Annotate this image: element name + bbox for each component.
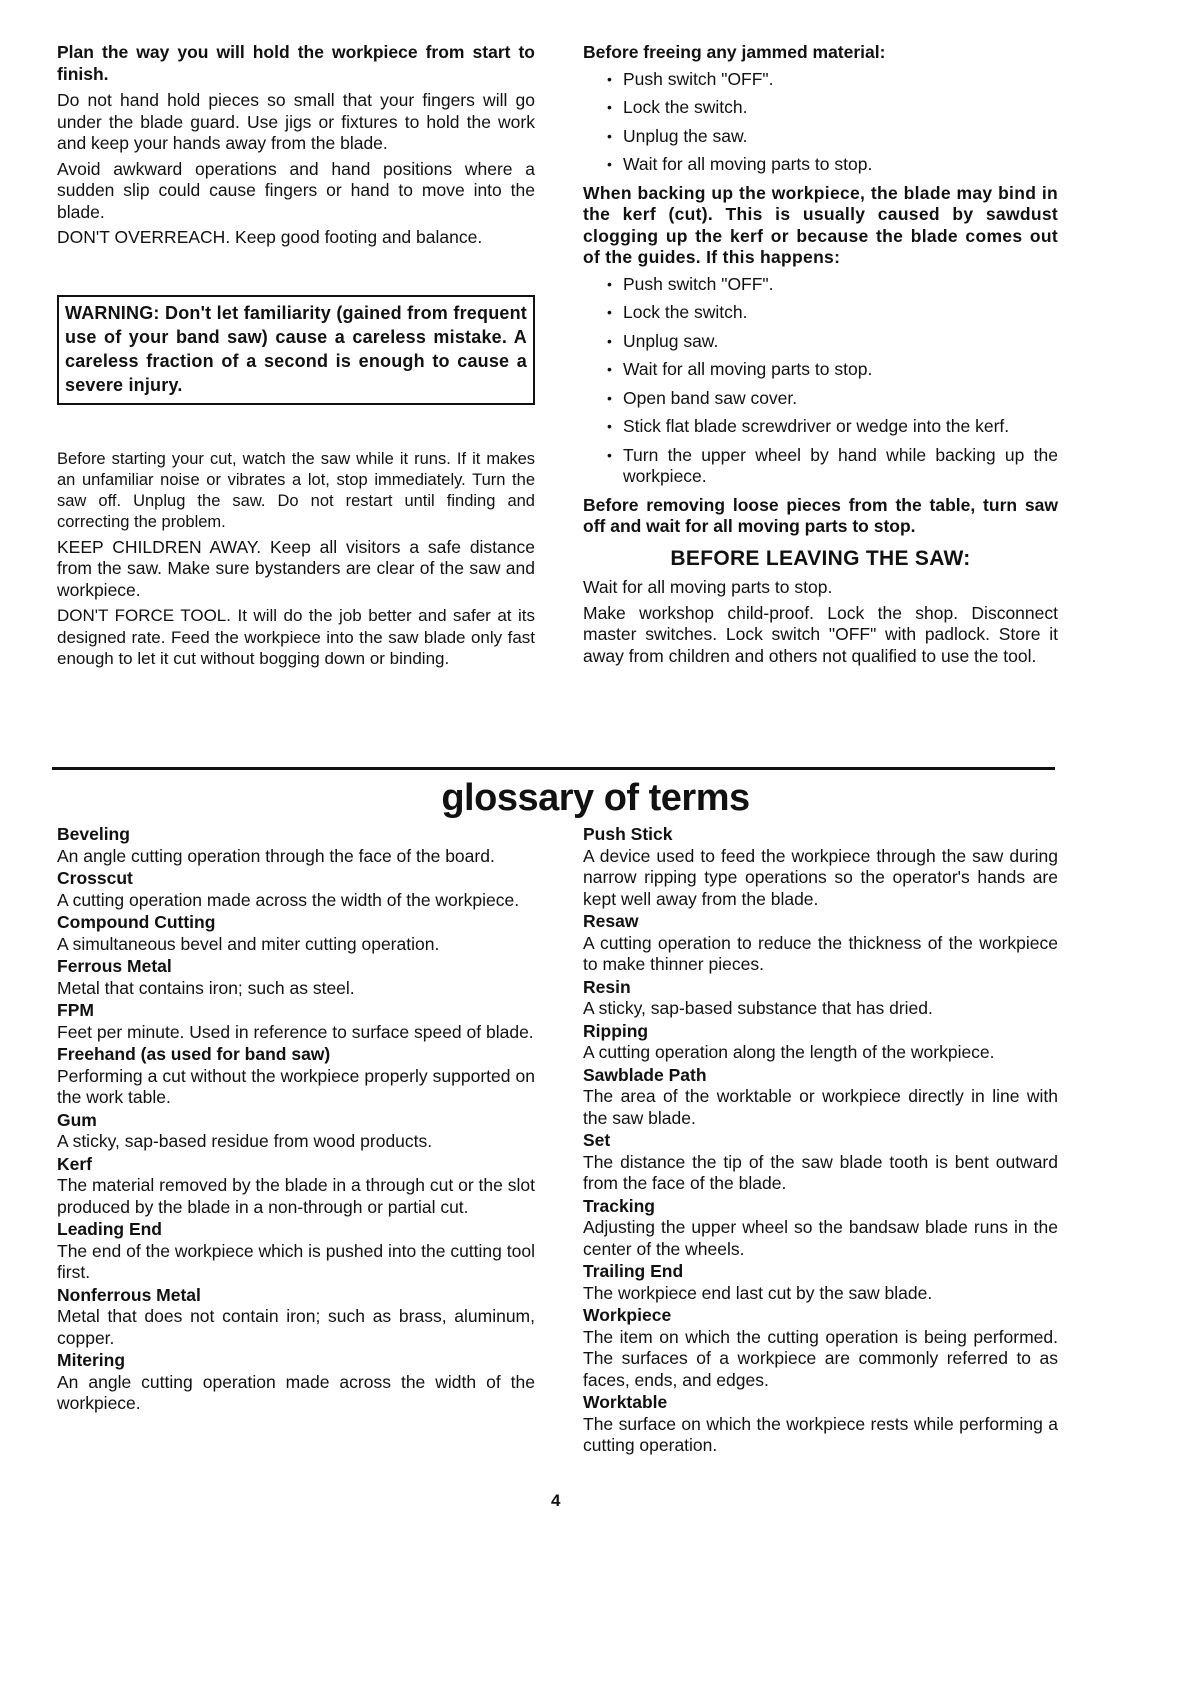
glossary-definition: A simultaneous bevel and miter cutting operation. [57, 933, 440, 954]
glossary-right-column [583, 823, 1058, 1458]
glossary-definition: A cutting operation to reduce the thickness of the workpiece to make thinner pieces. [583, 932, 1058, 974]
warning-box: WARNING: Don't let familiarity (gained from frequent use of your band saw) cause a careless mistake. A careless fraction of a second is enough to cause a severe injury. [57, 295, 535, 405]
glossary-definition: The area of the worktable or workpiece directly in line with the saw blade. [583, 1086, 1058, 1128]
backing-heading: When backing up the workpiece, the blade may bind in the kerf (cut). This is usually caused by sawdust clogging up the kerf or because the blade comes out of the guides. If this happens: [583, 182, 1058, 267]
glossary-definition: The surface on which the workpiece rests while performing a cutting operation. [583, 1413, 1058, 1455]
glossary-term: Gum [57, 1109, 97, 1130]
glossary-definition: Adjusting the upper wheel so the bandsaw blade runs in the center of the wheels. [583, 1217, 1058, 1259]
glossary-term: Compound Cutting [57, 912, 216, 932]
list-item: • Open band saw cover. [583, 388, 1058, 410]
glossary-term: Trailing End [583, 1261, 684, 1281]
loose-pieces-heading: Before removing loose pieces from the table, turn saw off and wait for all moving parts to stop. [583, 494, 1058, 536]
glossary-definition: A cutting operation along the length of the workpiece. [583, 1042, 995, 1062]
glossary-definition: The workpiece end last cut by the saw blade. [583, 1282, 933, 1303]
glossary-title: glossary of terms [441, 777, 750, 819]
glossary-term: Leading End [57, 1219, 162, 1239]
glossary-term: Freehand (as used for band saw) [57, 1044, 331, 1064]
glossary-term: Worktable [583, 1392, 668, 1412]
list-item: • Lock the switch. [583, 302, 1058, 324]
glossary-definition: A sticky, sap-based residue from wood products. [57, 1131, 433, 1151]
page-number: 4 [551, 1491, 561, 1510]
list-item: • Wait for all moving parts to stop. [583, 359, 1058, 381]
glossary-left-column [57, 823, 535, 1416]
glossary-definition: Feet per minute. Used in reference to surface speed of blade. [57, 1021, 534, 1042]
glossary-term: Crosscut [57, 868, 133, 888]
list-item: • Push switch "OFF". [583, 274, 1058, 296]
paragraph-wait: Wait for all moving parts to stop. [583, 577, 833, 597]
glossary-definition: Performing a cut without the workpiece properly supported on the work table. [57, 1065, 535, 1107]
glossary-definition: An angle cutting operation through the face of the board. [57, 845, 495, 866]
list-item: • Unplug saw. [583, 331, 1058, 353]
paragraph-hand-hold: Do not hand hold pieces so small that your fingers will go under the blade guard. Use jigs or fixtures to hold the work and keep your hands away from the blade. [57, 90, 535, 153]
section-divider [52, 767, 1055, 770]
jammed-heading: Before freeing any jammed material: [583, 42, 886, 62]
glossary-term: Ripping [583, 1020, 649, 1041]
safety-left-column [57, 42, 535, 674]
glossary-term: Kerf [57, 1153, 93, 1174]
glossary-definition: A sticky, sap-based substance that has dried. [583, 998, 933, 1018]
glossary-term: Nonferrous Metal [57, 1284, 201, 1305]
glossary-definition: Metal that does not contain iron; such as brass, aluminum, copper. [57, 1306, 535, 1348]
glossary-definition: A cutting operation made across the width of the workpiece. [57, 889, 520, 910]
glossary-term: Ferrous Metal [57, 956, 172, 976]
paragraph-overreach: DON'T OVERREACH. Keep good footing and balance. [57, 227, 483, 247]
glossary-term: Workpiece [583, 1305, 672, 1325]
list-item: • Wait for all moving parts to stop. [583, 154, 1058, 176]
glossary-definition: The item on which the cutting operation is being performed. The surfaces of a workpiece are commonly referred to as faces, ends, and edges. [583, 1326, 1058, 1390]
glossary-term: Resin [583, 976, 631, 997]
glossary-term: Sawblade Path [583, 1064, 707, 1085]
glossary-term: Mitering [57, 1350, 126, 1370]
list-item: • Lock the switch. [583, 97, 1058, 119]
glossary-term: Beveling [57, 824, 130, 844]
glossary-definition: The distance the tip of the saw blade tooth is bent outward from the face of the blade. [583, 1151, 1058, 1193]
glossary-definition: Metal that contains iron; such as steel. [57, 977, 355, 998]
glossary-term: Resaw [583, 911, 639, 931]
glossary-definition: An angle cutting operation made across the width of the workpiece. [57, 1371, 535, 1413]
jammed-list [583, 69, 1058, 176]
plan-heading: Plan the way you will hold the workpiece from start to finish. [57, 42, 535, 84]
list-item: • Stick flat blade screwdriver or wedge into the kerf. [583, 416, 1058, 438]
list-item: • Turn the upper wheel by hand while backing up the workpiece. [583, 445, 1058, 488]
glossary-definition: The end of the workpiece which is pushed into the cutting tool first. [57, 1240, 535, 1282]
paragraph-keep-children: KEEP CHILDREN AWAY. Keep all visitors a safe distance from the saw. Make sure bystanders are clear of the saw and workpiece. [57, 536, 535, 600]
list-item: • Unplug the saw. [583, 126, 1058, 148]
list-item: • Push switch "OFF". [583, 69, 1058, 91]
before-leaving-title: BEFORE LEAVING THE SAW: [670, 546, 971, 570]
backing-list [583, 274, 1058, 488]
safety-right-column [583, 42, 1058, 671]
paragraph-before-starting: Before starting your cut, watch the saw while it runs. If it makes an unfamiliar noise or vibrates a lot, stop immediately. Turn the saw off. Unplug the saw. Do not restart until finding and correcting the problem. [57, 449, 535, 531]
glossary-term: Tracking [583, 1195, 655, 1216]
paragraph-child-proof: Make workshop child-proof. Lock the shop. Disconnect master switches. Lock switch "OFF" with padlock. Store it away from children and others not qualified to use the tool. [583, 602, 1058, 666]
glossary-definition: The material removed by the blade in a through cut or the slot produced by the blade in a non-through or partial cut. [57, 1175, 535, 1217]
paragraph-awkward: Avoid awkward operations and hand positions where a sudden slip could cause fingers or hand to move into the blade. [57, 158, 535, 222]
glossary-term: FPM [57, 1000, 94, 1020]
glossary-term: Set [583, 1130, 611, 1150]
glossary-term: Push Stick [583, 824, 673, 844]
paragraph-dont-force: DON'T FORCE TOOL. It will do the job better and safer at its designed rate. Feed the workpiece into the saw blade only fast enough to let it cut without bogging down or binding. [57, 606, 535, 668]
glossary-definition: A device used to feed the workpiece through the saw during narrow ripping type operations so the operator's hands are kept well away from the blade. [583, 845, 1058, 909]
